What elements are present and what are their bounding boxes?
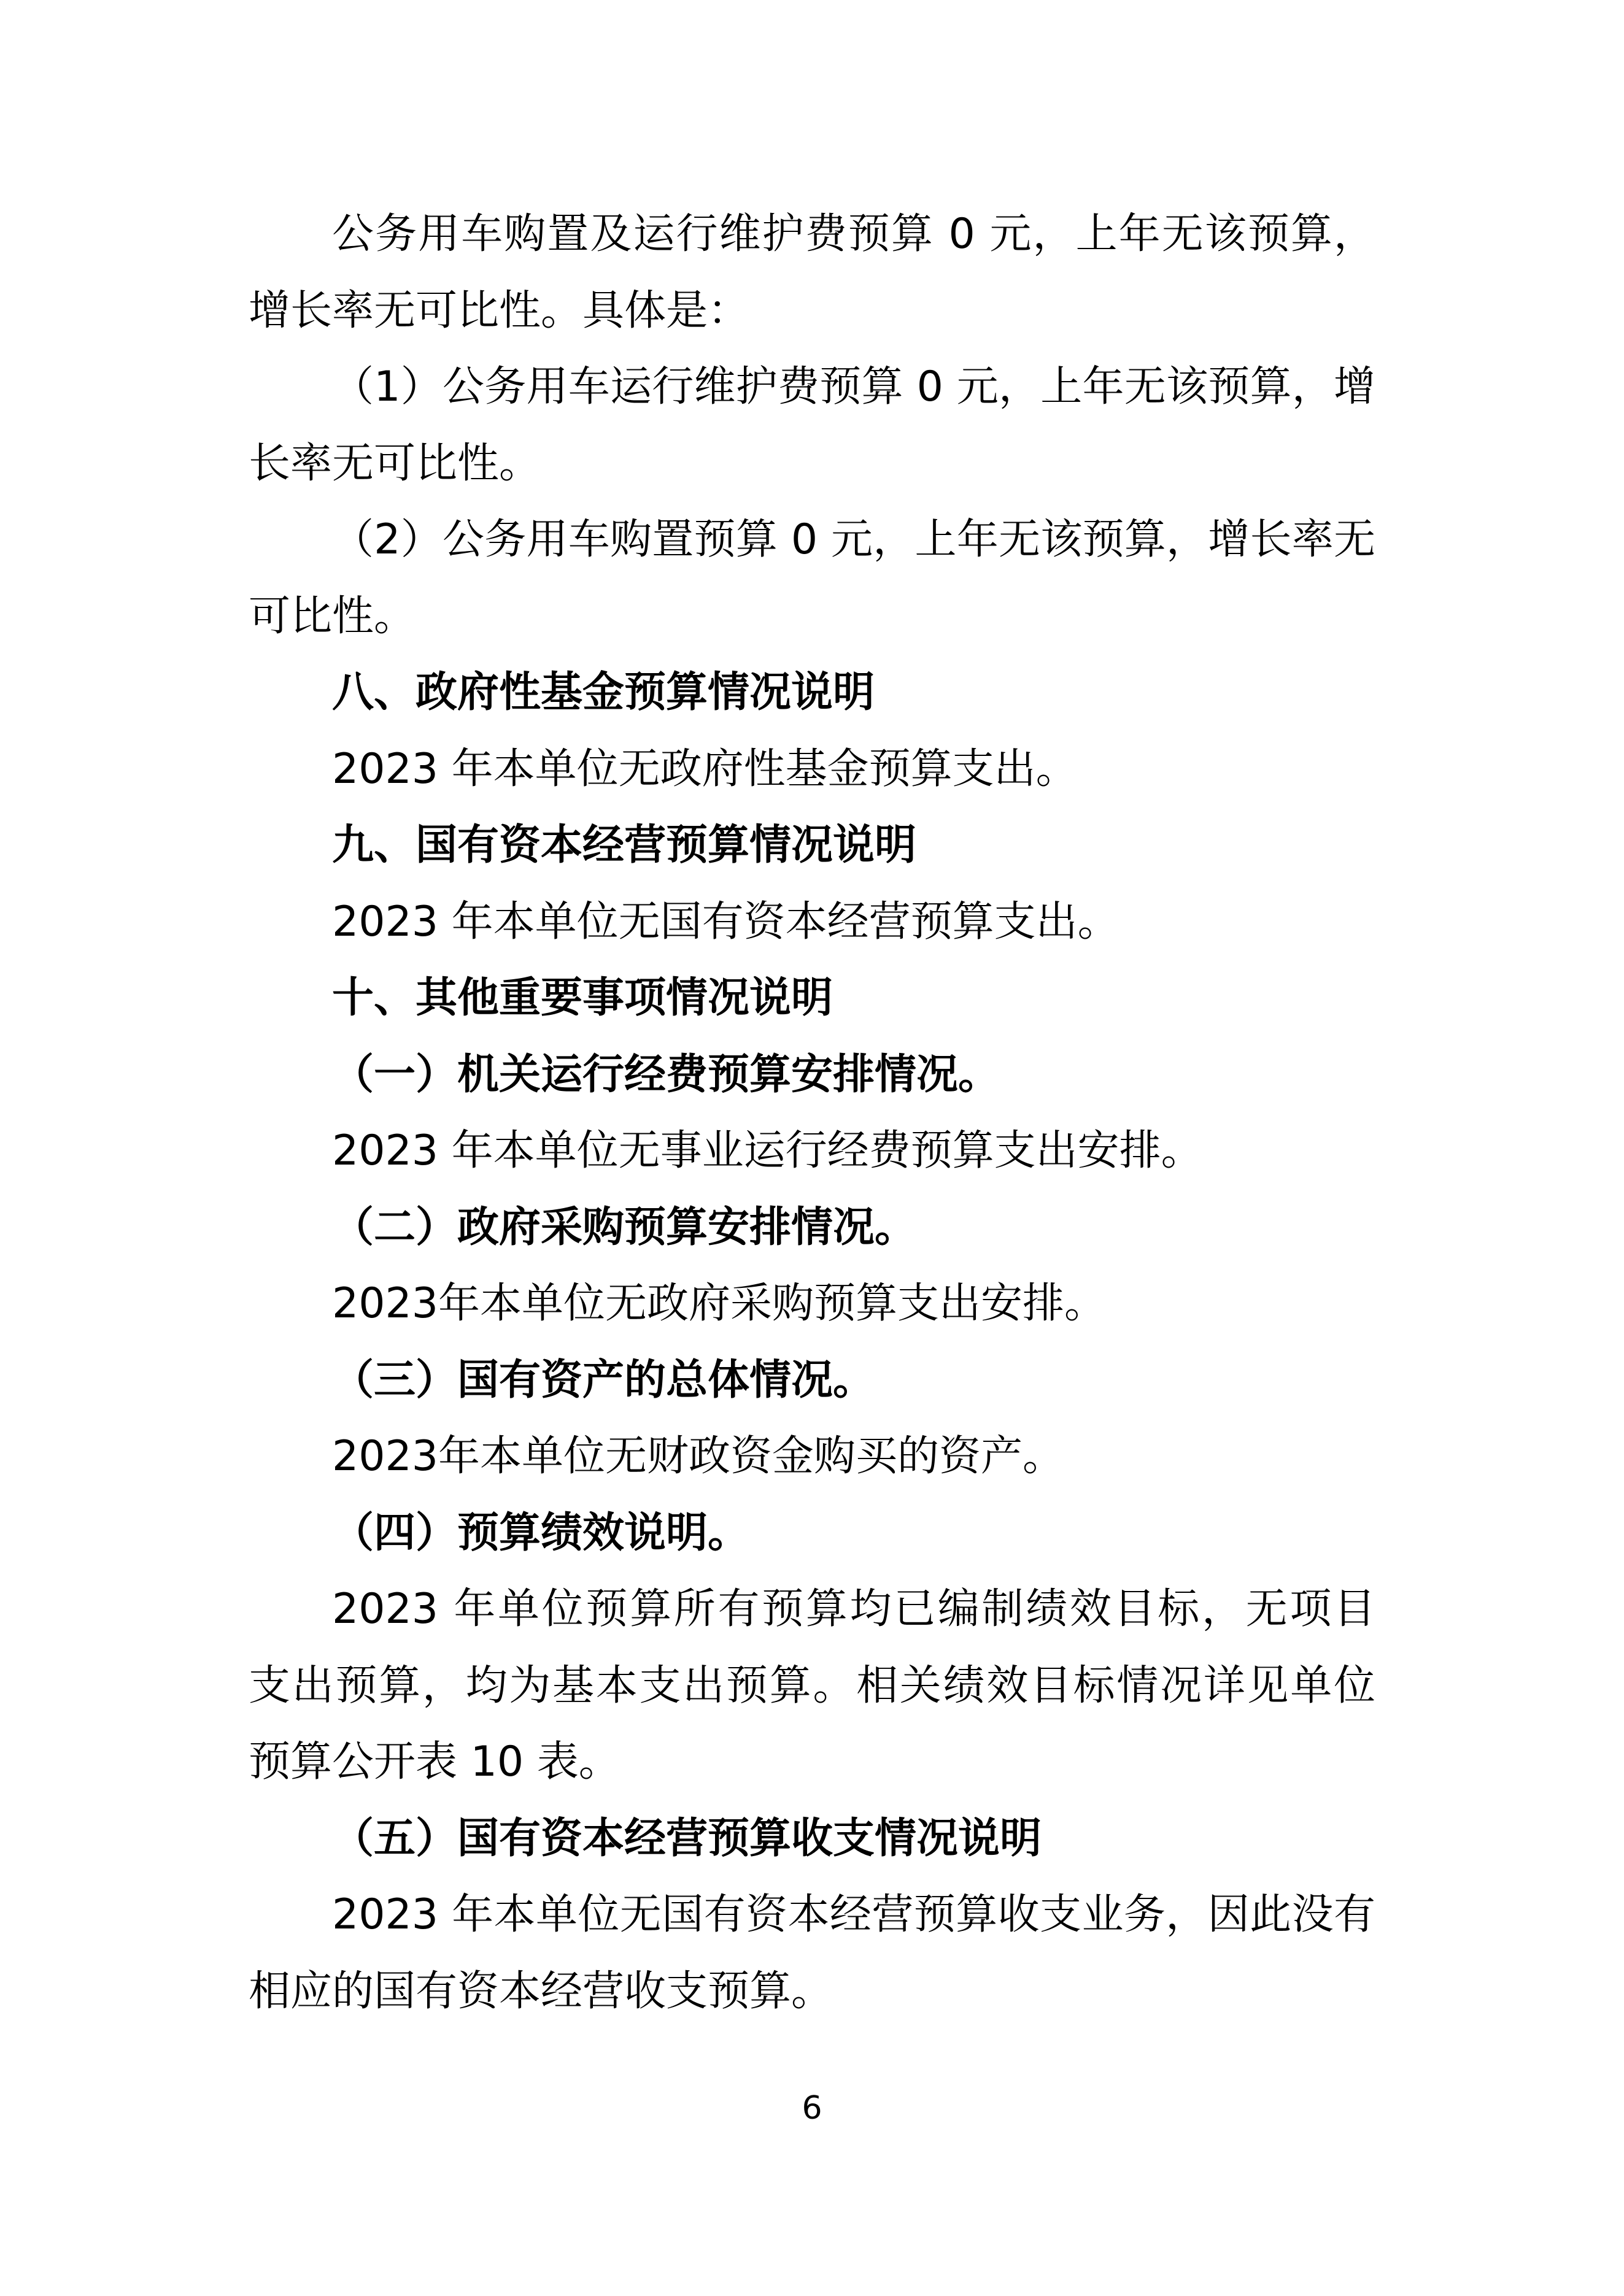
paragraph-line: 2023 年单位预算所有预算均已编制绩效目标，无项目 bbox=[332, 1585, 1375, 1633]
paragraph-line: 2023 年本单位无国有资本经营预算支出。 bbox=[332, 897, 1119, 946]
paragraph-line: 2023 年本单位无国有资本经营预算收支业务，因此没有 bbox=[332, 1890, 1375, 1939]
section-heading: 八、政府性基金预算情况说明 bbox=[332, 668, 875, 717]
paragraph-line: 2023年本单位无财政资金购买的资产。 bbox=[332, 1432, 1065, 1481]
paragraph-line: （1）公务用车运行维护费预算 0 元，上年无该预算，增 bbox=[332, 363, 1375, 411]
paragraph-line: 增长率无可比性。具体是： bbox=[249, 286, 750, 335]
subsection-heading: （一）机关运行经费预算安排情况。 bbox=[332, 1050, 1000, 1099]
paragraph-line: 预算公开表 10 表。 bbox=[249, 1738, 621, 1786]
section-heading: 九、国有资本经营预算情况说明 bbox=[332, 821, 917, 869]
subsection-heading: （二）政府采购预算安排情况。 bbox=[332, 1203, 917, 1252]
page-number: 6 bbox=[802, 2090, 822, 2127]
paragraph-line: 支出预算，均为基本支出预算。相关绩效目标情况详见单位 bbox=[249, 1661, 1375, 1710]
subsection-heading: （三）国有资产的总体情况。 bbox=[332, 1355, 875, 1404]
paragraph-line: 长率无可比性。 bbox=[249, 439, 541, 488]
paragraph-line: 相应的国有资本经营收支预算。 bbox=[249, 1967, 833, 2016]
paragraph-line: 可比性。 bbox=[249, 591, 416, 641]
paragraph-line: 公务用车购置及运行维护费预算 0 元，上年无该预算， bbox=[332, 210, 1375, 258]
paragraph-line: 2023 年本单位无政府性基金预算支出。 bbox=[332, 744, 1078, 793]
paragraph-line: （2）公务用车购置预算 0 元，上年无该预算，增长率无 bbox=[332, 515, 1375, 564]
section-heading: 十、其他重要事项情况说明 bbox=[332, 974, 833, 1022]
subsection-heading: （四）预算绩效说明。 bbox=[332, 1508, 750, 1557]
document-body bbox=[249, 196, 1375, 2030]
paragraph-line: 2023 年本单位无事业运行经费预算支出安排。 bbox=[332, 1127, 1203, 1175]
subsection-heading: （五）国有资本经营预算收支情况说明 bbox=[332, 1814, 1042, 1863]
paragraph-line: 2023年本单位无政府采购预算支出安排。 bbox=[332, 1279, 1107, 1328]
